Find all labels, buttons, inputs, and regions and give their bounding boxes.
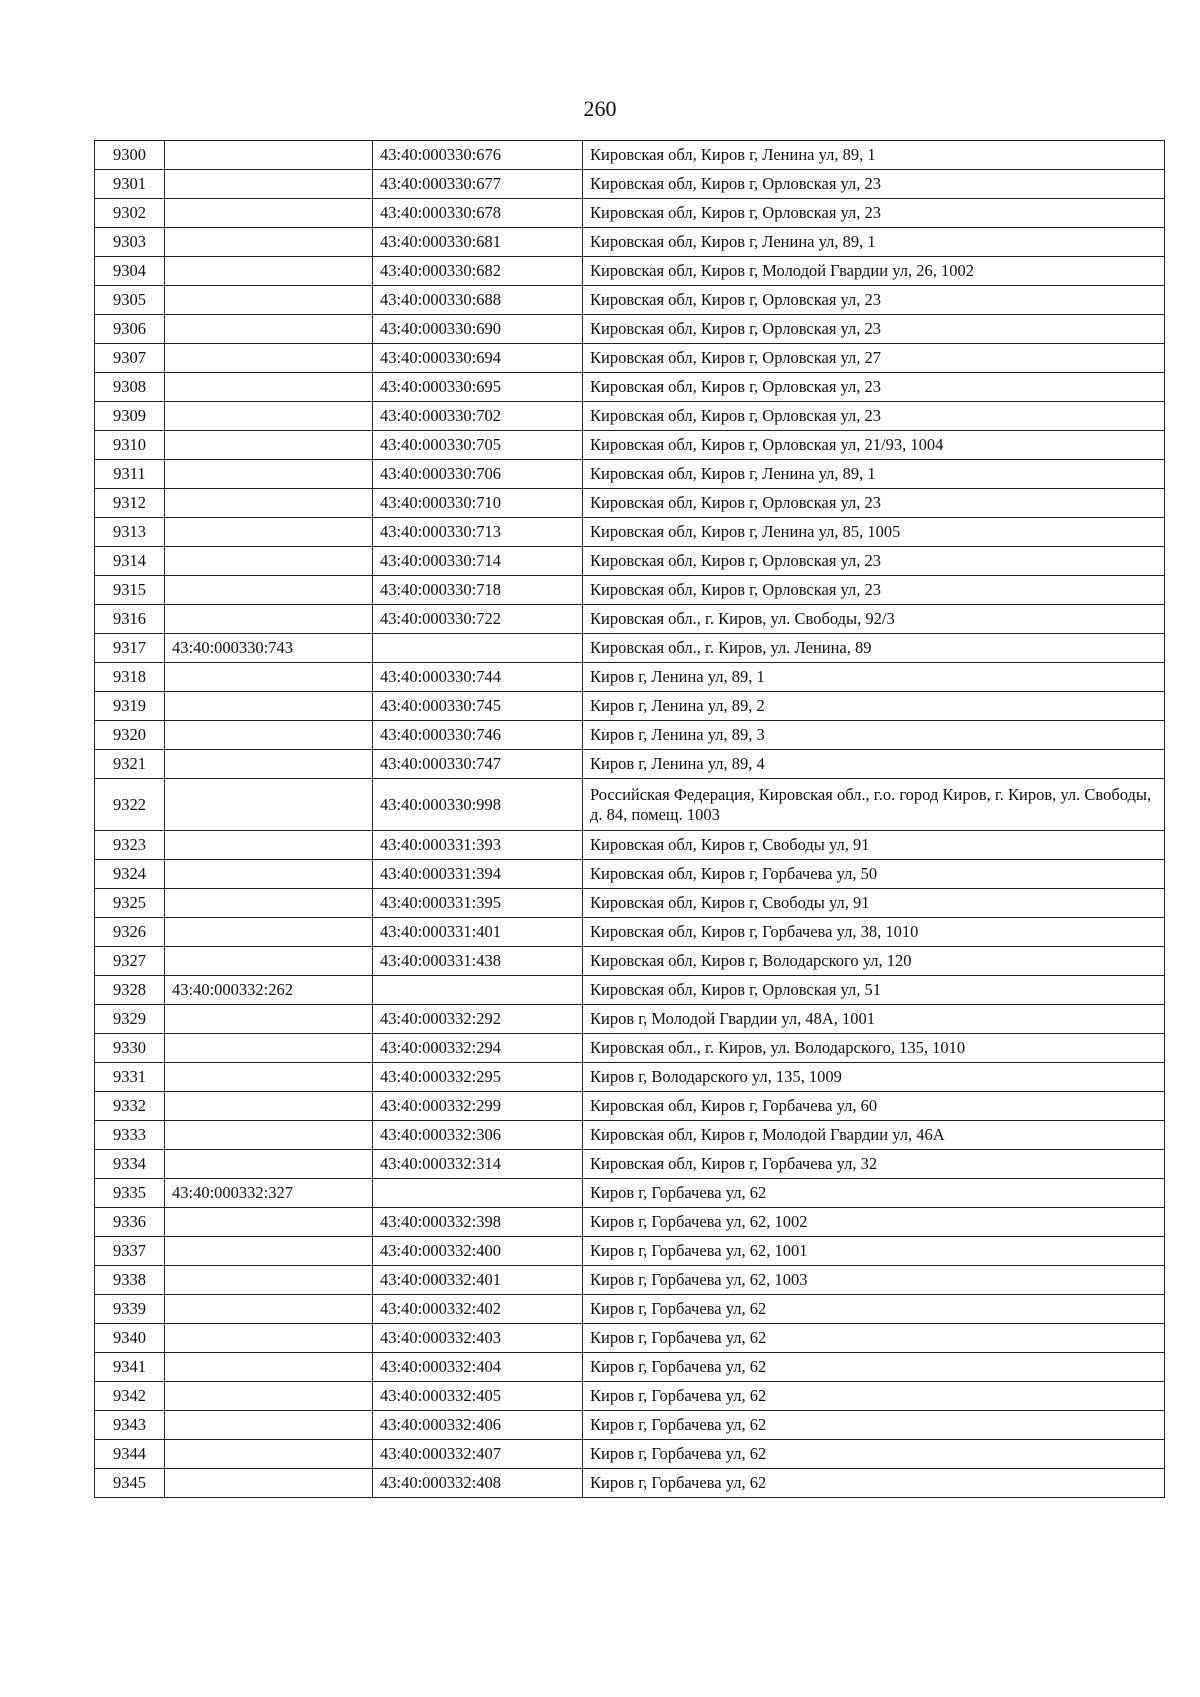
cadastral-number-cell bbox=[165, 344, 373, 373]
address-cell: Киров г, Горбачева ул, 62 bbox=[583, 1469, 1165, 1498]
cadastral-number-cell bbox=[165, 576, 373, 605]
cadastral-number-cell: 43:40:000332:408 bbox=[373, 1469, 583, 1498]
cadastral-number-cell bbox=[165, 373, 373, 402]
table-row bbox=[95, 489, 1165, 518]
cadastral-number-cell bbox=[165, 1063, 373, 1092]
address-cell: Кировская обл, Киров г, Орловская ул, 23 bbox=[583, 373, 1165, 402]
row-number-cell: 9303 bbox=[95, 228, 165, 257]
row-number-cell: 9310 bbox=[95, 431, 165, 460]
cadastral-number-cell bbox=[165, 947, 373, 976]
cadastral-number-cell: 43:40:000330:744 bbox=[373, 663, 583, 692]
row-number-cell: 9325 bbox=[95, 889, 165, 918]
table-row bbox=[95, 344, 1165, 373]
address-cell: Кировская обл, Киров г, Свободы ул, 91 bbox=[583, 831, 1165, 860]
cadastral-number-cell bbox=[165, 1353, 373, 1382]
cadastral-number-cell: 43:40:000332:405 bbox=[373, 1382, 583, 1411]
table-row bbox=[95, 1324, 1165, 1353]
row-number-cell: 9327 bbox=[95, 947, 165, 976]
cadastral-number-cell bbox=[165, 779, 373, 831]
table-row bbox=[95, 1063, 1165, 1092]
row-number-cell: 9323 bbox=[95, 831, 165, 860]
cadastral-number-cell bbox=[165, 1411, 373, 1440]
row-number-cell: 9309 bbox=[95, 402, 165, 431]
table-row bbox=[95, 228, 1165, 257]
cadastral-number-cell bbox=[373, 976, 583, 1005]
row-number-cell: 9341 bbox=[95, 1353, 165, 1382]
address-cell: Киров г, Володарского ул, 135, 1009 bbox=[583, 1063, 1165, 1092]
table-row bbox=[95, 634, 1165, 663]
register-body bbox=[95, 141, 1165, 1498]
cadastral-number-cell: 43:40:000330:695 bbox=[373, 373, 583, 402]
row-number-cell: 9343 bbox=[95, 1411, 165, 1440]
cadastral-number-cell: 43:40:000331:393 bbox=[373, 831, 583, 860]
row-number-cell: 9313 bbox=[95, 518, 165, 547]
row-number-cell: 9320 bbox=[95, 721, 165, 750]
cadastral-number-cell: 43:40:000330:743 bbox=[165, 634, 373, 663]
table-row bbox=[95, 1150, 1165, 1179]
address-cell: Кировская обл, Киров г, Свободы ул, 91 bbox=[583, 889, 1165, 918]
cadastral-number-cell: 43:40:000330:710 bbox=[373, 489, 583, 518]
address-cell: Киров г, Горбачева ул, 62 bbox=[583, 1411, 1165, 1440]
cadastral-number-cell bbox=[165, 1092, 373, 1121]
address-cell: Кировская обл, Киров г, Горбачева ул, 32 bbox=[583, 1150, 1165, 1179]
address-cell: Киров г, Горбачева ул, 62 bbox=[583, 1295, 1165, 1324]
address-cell: Кировская обл, Киров г, Ленина ул, 89, 1 bbox=[583, 460, 1165, 489]
cadastral-number-cell bbox=[165, 315, 373, 344]
row-number-cell: 9317 bbox=[95, 634, 165, 663]
cadastral-number-cell: 43:40:000330:690 bbox=[373, 315, 583, 344]
row-number-cell: 9312 bbox=[95, 489, 165, 518]
table-row bbox=[95, 976, 1165, 1005]
cadastral-number-cell: 43:40:000330:722 bbox=[373, 605, 583, 634]
cadastral-number-cell bbox=[165, 1150, 373, 1179]
row-number-cell: 9315 bbox=[95, 576, 165, 605]
cadastral-number-cell bbox=[165, 518, 373, 547]
cadastral-number-cell bbox=[165, 721, 373, 750]
row-number-cell: 9338 bbox=[95, 1266, 165, 1295]
table-row bbox=[95, 518, 1165, 547]
cadastral-number-cell: 43:40:000331:394 bbox=[373, 860, 583, 889]
address-cell: Киров г, Ленина ул, 89, 1 bbox=[583, 663, 1165, 692]
table-row bbox=[95, 1092, 1165, 1121]
cadastral-number-cell bbox=[165, 889, 373, 918]
row-number-cell: 9326 bbox=[95, 918, 165, 947]
table-row bbox=[95, 547, 1165, 576]
cadastral-number-cell bbox=[165, 1382, 373, 1411]
address-cell: Киров г, Горбачева ул, 62 bbox=[583, 1440, 1165, 1469]
row-number-cell: 9319 bbox=[95, 692, 165, 721]
row-number-cell: 9337 bbox=[95, 1237, 165, 1266]
cadastral-number-cell bbox=[165, 199, 373, 228]
cadastral-number-cell bbox=[165, 918, 373, 947]
address-cell: Киров г, Горбачева ул, 62, 1002 bbox=[583, 1208, 1165, 1237]
table-row bbox=[95, 889, 1165, 918]
row-number-cell: 9344 bbox=[95, 1440, 165, 1469]
cadastral-number-cell bbox=[165, 692, 373, 721]
address-cell: Кировская обл, Киров г, Орловская ул, 23 bbox=[583, 170, 1165, 199]
table-row bbox=[95, 1469, 1165, 1498]
address-cell: Киров г, Горбачева ул, 62 bbox=[583, 1353, 1165, 1382]
cadastral-number-cell: 43:40:000332:299 bbox=[373, 1092, 583, 1121]
address-cell: Кировская обл, Киров г, Орловская ул, 27 bbox=[583, 344, 1165, 373]
property-register-table bbox=[94, 140, 1165, 1498]
cadastral-number-cell: 43:40:000330:745 bbox=[373, 692, 583, 721]
address-cell: Кировская обл, Киров г, Орловская ул, 23 bbox=[583, 286, 1165, 315]
address-cell: Кировская обл, Киров г, Молодой Гвардии ул, 26, 1002 bbox=[583, 257, 1165, 286]
cadastral-number-cell: 43:40:000332:400 bbox=[373, 1237, 583, 1266]
cadastral-number-cell: 43:40:000332:403 bbox=[373, 1324, 583, 1353]
row-number-cell: 9306 bbox=[95, 315, 165, 344]
cadastral-number-cell bbox=[165, 489, 373, 518]
cadastral-number-cell bbox=[165, 663, 373, 692]
cadastral-number-cell: 43:40:000332:402 bbox=[373, 1295, 583, 1324]
cadastral-number-cell bbox=[165, 1005, 373, 1034]
cadastral-number-cell: 43:40:000330:678 bbox=[373, 199, 583, 228]
row-number-cell: 9332 bbox=[95, 1092, 165, 1121]
cadastral-number-cell: 43:40:000330:677 bbox=[373, 170, 583, 199]
row-number-cell: 9334 bbox=[95, 1150, 165, 1179]
table-row bbox=[95, 431, 1165, 460]
address-cell: Киров г, Горбачева ул, 62, 1001 bbox=[583, 1237, 1165, 1266]
address-cell: Кировская обл, Киров г, Ленина ул, 89, 1 bbox=[583, 141, 1165, 170]
cadastral-number-cell bbox=[165, 1208, 373, 1237]
cadastral-number-cell bbox=[165, 1469, 373, 1498]
table-row bbox=[95, 860, 1165, 889]
cadastral-number-cell: 43:40:000332:306 bbox=[373, 1121, 583, 1150]
cadastral-number-cell: 43:40:000332:262 bbox=[165, 976, 373, 1005]
address-cell: Киров г, Молодой Гвардии ул, 48А, 1001 bbox=[583, 1005, 1165, 1034]
table-row bbox=[95, 831, 1165, 860]
table-row bbox=[95, 1353, 1165, 1382]
row-number-cell: 9318 bbox=[95, 663, 165, 692]
table-row bbox=[95, 257, 1165, 286]
row-number-cell: 9301 bbox=[95, 170, 165, 199]
table-row bbox=[95, 1382, 1165, 1411]
table-row bbox=[95, 947, 1165, 976]
table-row bbox=[95, 1179, 1165, 1208]
row-number-cell: 9329 bbox=[95, 1005, 165, 1034]
table-row bbox=[95, 141, 1165, 170]
cadastral-number-cell: 43:40:000330:681 bbox=[373, 228, 583, 257]
page-number: 260 bbox=[583, 96, 617, 121]
address-cell: Кировская обл, Киров г, Орловская ул, 23 bbox=[583, 402, 1165, 431]
cadastral-number-cell bbox=[165, 460, 373, 489]
row-number-cell: 9304 bbox=[95, 257, 165, 286]
address-cell: Киров г, Горбачева ул, 62 bbox=[583, 1382, 1165, 1411]
cadastral-number-cell bbox=[165, 141, 373, 170]
row-number-cell: 9324 bbox=[95, 860, 165, 889]
cadastral-number-cell: 43:40:000332:294 bbox=[373, 1034, 583, 1063]
table-row bbox=[95, 1295, 1165, 1324]
cadastral-number-cell bbox=[165, 170, 373, 199]
cadastral-number-cell: 43:40:000330:714 bbox=[373, 547, 583, 576]
address-cell: Кировская обл, Киров г, Володарского ул, 120 bbox=[583, 947, 1165, 976]
cadastral-number-cell: 43:40:000332:401 bbox=[373, 1266, 583, 1295]
address-cell: Кировская обл, Киров г, Молодой Гвардии ул, 46А bbox=[583, 1121, 1165, 1150]
cadastral-number-cell bbox=[373, 634, 583, 663]
cadastral-number-cell: 43:40:000330:706 bbox=[373, 460, 583, 489]
address-cell: Кировская обл, Киров г, Орловская ул, 51 bbox=[583, 976, 1165, 1005]
cadastral-number-cell bbox=[165, 860, 373, 889]
table-row bbox=[95, 402, 1165, 431]
cadastral-number-cell bbox=[165, 402, 373, 431]
cadastral-number-cell: 43:40:000332:295 bbox=[373, 1063, 583, 1092]
address-cell: Кировская обл, Киров г, Орловская ул, 23 bbox=[583, 199, 1165, 228]
cadastral-number-cell: 43:40:000330:694 bbox=[373, 344, 583, 373]
address-cell: Киров г, Ленина ул, 89, 3 bbox=[583, 721, 1165, 750]
row-number-cell: 9308 bbox=[95, 373, 165, 402]
cadastral-number-cell: 43:40:000330:713 bbox=[373, 518, 583, 547]
address-cell: Киров г, Ленина ул, 89, 4 bbox=[583, 750, 1165, 779]
row-number-cell: 9328 bbox=[95, 976, 165, 1005]
address-cell: Кировская обл., г. Киров, ул. Володарского, 135, 1010 bbox=[583, 1034, 1165, 1063]
address-cell: Киров г, Горбачева ул, 62, 1003 bbox=[583, 1266, 1165, 1295]
address-cell: Киров г, Горбачева ул, 62 bbox=[583, 1179, 1165, 1208]
row-number-cell: 9335 bbox=[95, 1179, 165, 1208]
cadastral-number-cell bbox=[165, 1034, 373, 1063]
address-cell: Кировская обл, Киров г, Орловская ул, 23 bbox=[583, 547, 1165, 576]
table-row bbox=[95, 1208, 1165, 1237]
table-row bbox=[95, 170, 1165, 199]
row-number-cell: 9305 bbox=[95, 286, 165, 315]
row-number-cell: 9322 bbox=[95, 779, 165, 831]
table-row bbox=[95, 460, 1165, 489]
table-row bbox=[95, 1121, 1165, 1150]
cadastral-number-cell: 43:40:000330:688 bbox=[373, 286, 583, 315]
table-row bbox=[95, 750, 1165, 779]
row-number-cell: 9330 bbox=[95, 1034, 165, 1063]
cadastral-number-cell bbox=[165, 1121, 373, 1150]
cadastral-number-cell: 43:40:000332:398 bbox=[373, 1208, 583, 1237]
cadastral-number-cell: 43:40:000332:327 bbox=[165, 1179, 373, 1208]
row-number-cell: 9331 bbox=[95, 1063, 165, 1092]
table-row bbox=[95, 373, 1165, 402]
table-row bbox=[95, 692, 1165, 721]
row-number-cell: 9340 bbox=[95, 1324, 165, 1353]
table-row bbox=[95, 1237, 1165, 1266]
row-number-cell: 9336 bbox=[95, 1208, 165, 1237]
cadastral-number-cell: 43:40:000330:718 bbox=[373, 576, 583, 605]
address-cell: Кировская обл, Киров г, Горбачева ул, 50 bbox=[583, 860, 1165, 889]
cadastral-number-cell bbox=[165, 228, 373, 257]
table-row bbox=[95, 918, 1165, 947]
cadastral-number-cell: 43:40:000330:682 bbox=[373, 257, 583, 286]
cadastral-number-cell: 43:40:000332:406 bbox=[373, 1411, 583, 1440]
cadastral-number-cell: 43:40:000332:404 bbox=[373, 1353, 583, 1382]
row-number-cell: 9321 bbox=[95, 750, 165, 779]
cadastral-number-cell: 43:40:000330:747 bbox=[373, 750, 583, 779]
cadastral-number-cell: 43:40:000331:395 bbox=[373, 889, 583, 918]
table-row bbox=[95, 199, 1165, 228]
cadastral-number-cell: 43:40:000332:314 bbox=[373, 1150, 583, 1179]
row-number-cell: 9345 bbox=[95, 1469, 165, 1498]
cadastral-number-cell: 43:40:000332:292 bbox=[373, 1005, 583, 1034]
row-number-cell: 9333 bbox=[95, 1121, 165, 1150]
cadastral-number-cell bbox=[165, 1295, 373, 1324]
row-number-cell: 9314 bbox=[95, 547, 165, 576]
row-number-cell: 9311 bbox=[95, 460, 165, 489]
address-cell: Кировская обл, Киров г, Горбачева ул, 60 bbox=[583, 1092, 1165, 1121]
address-cell: Кировская обл, Киров г, Ленина ул, 85, 1005 bbox=[583, 518, 1165, 547]
address-cell: Кировская обл, Киров г, Орловская ул, 23 bbox=[583, 315, 1165, 344]
table-row bbox=[95, 721, 1165, 750]
address-cell: Кировская обл, Киров г, Орловская ул, 23 bbox=[583, 576, 1165, 605]
address-cell: Российская Федерация, Кировская обл., г.о. город Киров, г. Киров, ул. Свободы, д. 84, помещ. 1003 bbox=[583, 779, 1165, 831]
cadastral-number-cell bbox=[165, 547, 373, 576]
table-row bbox=[95, 286, 1165, 315]
address-cell: Кировская обл, Киров г, Горбачева ул, 38, 1010 bbox=[583, 918, 1165, 947]
cadastral-number-cell bbox=[165, 1324, 373, 1353]
address-cell: Кировская обл, Киров г, Орловская ул, 21/93, 1004 bbox=[583, 431, 1165, 460]
row-number-cell: 9316 bbox=[95, 605, 165, 634]
cadastral-number-cell bbox=[165, 750, 373, 779]
address-cell: Кировская обл, Киров г, Ленина ул, 89, 1 bbox=[583, 228, 1165, 257]
row-number-cell: 9342 bbox=[95, 1382, 165, 1411]
address-cell: Киров г, Ленина ул, 89, 2 bbox=[583, 692, 1165, 721]
table-row bbox=[95, 1005, 1165, 1034]
table-row bbox=[95, 605, 1165, 634]
cadastral-number-cell bbox=[165, 286, 373, 315]
cadastral-number-cell bbox=[373, 1179, 583, 1208]
table-row bbox=[95, 1266, 1165, 1295]
cadastral-number-cell: 43:40:000331:438 bbox=[373, 947, 583, 976]
table-row bbox=[95, 663, 1165, 692]
address-cell: Кировская обл., г. Киров, ул. Ленина, 89 bbox=[583, 634, 1165, 663]
address-cell: Киров г, Горбачева ул, 62 bbox=[583, 1324, 1165, 1353]
cadastral-number-cell: 43:40:000330:676 bbox=[373, 141, 583, 170]
cadastral-number-cell bbox=[165, 1266, 373, 1295]
row-number-cell: 9300 bbox=[95, 141, 165, 170]
cadastral-number-cell bbox=[165, 1237, 373, 1266]
table-row bbox=[95, 315, 1165, 344]
table-row bbox=[95, 576, 1165, 605]
table-row bbox=[95, 1034, 1165, 1063]
cadastral-number-cell bbox=[165, 257, 373, 286]
cadastral-number-cell bbox=[165, 1440, 373, 1469]
cadastral-number-cell: 43:40:000332:407 bbox=[373, 1440, 583, 1469]
address-cell: Кировская обл, Киров г, Орловская ул, 23 bbox=[583, 489, 1165, 518]
row-number-cell: 9339 bbox=[95, 1295, 165, 1324]
address-cell: Кировская обл., г. Киров, ул. Свободы, 92/3 bbox=[583, 605, 1165, 634]
table-row bbox=[95, 1411, 1165, 1440]
table-row bbox=[95, 779, 1165, 831]
cadastral-number-cell bbox=[165, 605, 373, 634]
cadastral-number-cell: 43:40:000330:998 bbox=[373, 779, 583, 831]
row-number-cell: 9302 bbox=[95, 199, 165, 228]
cadastral-number-cell bbox=[165, 431, 373, 460]
cadastral-number-cell: 43:40:000330:705 bbox=[373, 431, 583, 460]
cadastral-number-cell: 43:40:000330:746 bbox=[373, 721, 583, 750]
row-number-cell: 9307 bbox=[95, 344, 165, 373]
table-row bbox=[95, 1440, 1165, 1469]
cadastral-number-cell: 43:40:000330:702 bbox=[373, 402, 583, 431]
cadastral-number-cell: 43:40:000331:401 bbox=[373, 918, 583, 947]
cadastral-number-cell bbox=[165, 831, 373, 860]
